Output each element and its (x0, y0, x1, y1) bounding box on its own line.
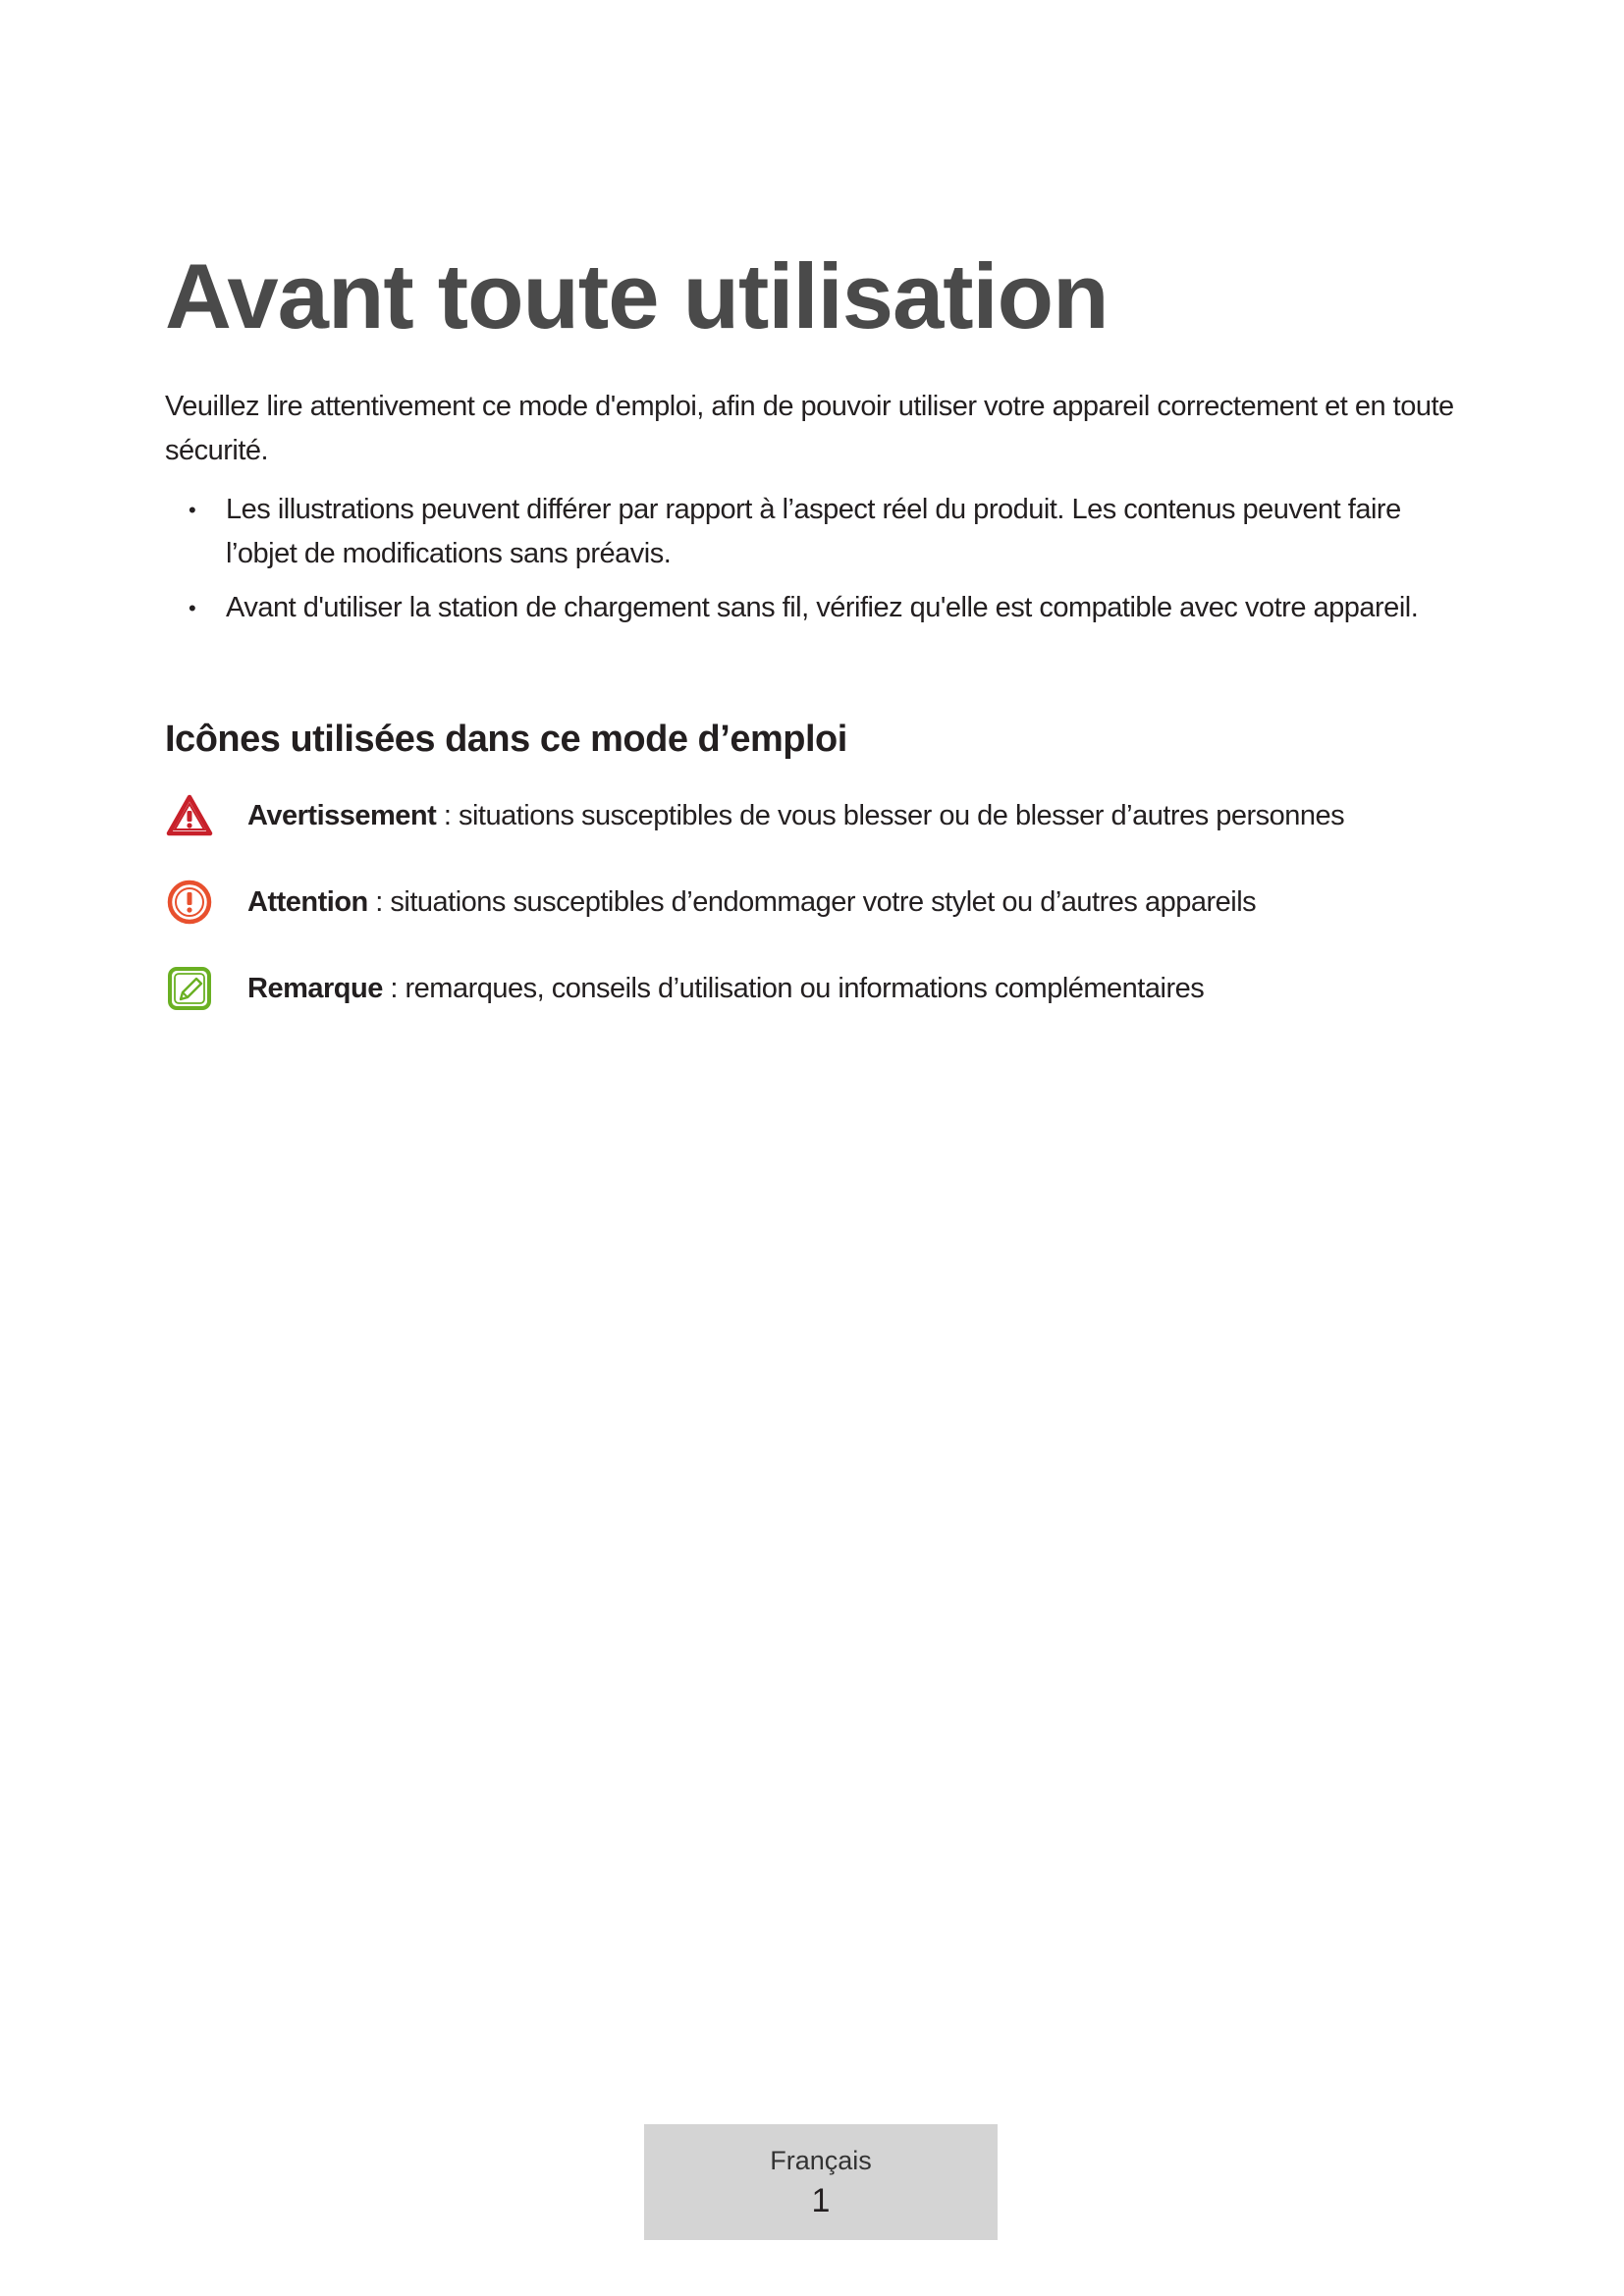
caution-circle-icon (165, 878, 214, 927)
bullet-dot: • (189, 596, 196, 620)
bullet-text: Avant d'utiliser la station de chargement sans fil, vérifiez qu'elle est compatible avec votre appareil. (226, 592, 1419, 623)
footer-language: Français (770, 2146, 872, 2175)
icon-legend-caution (165, 878, 1256, 927)
legend-description: : situations susceptibles de vous blesser ou de blesser d’autres personnes (436, 799, 1345, 831)
bullet-dot: • (189, 498, 196, 522)
page-number: 1 (811, 2182, 831, 2219)
list-item (165, 586, 1461, 630)
legend-description: : remarques, conseils d’utilisation ou informations complémentaires (382, 972, 1205, 1004)
icon-legend-warning (165, 791, 1344, 840)
note-pencil-icon (165, 964, 214, 1013)
page-footer (644, 2124, 998, 2240)
page-title: Avant toute utilisation (165, 244, 1109, 347)
icon-legend-note (165, 964, 1204, 1013)
list-item (165, 488, 1461, 576)
warning-triangle-icon (165, 791, 214, 840)
legend-term: Remarque (247, 972, 383, 1004)
legend-term: Avertissement (247, 799, 437, 831)
legend-term: Attention (247, 885, 368, 918)
bullet-list (165, 488, 1461, 640)
legend-description: : situations susceptibles d’endommager votre stylet ou d’autres appareils (367, 885, 1257, 918)
intro-paragraph: Veuillez lire attentivement ce mode d'emploi, afin de pouvoir utiliser votre appareil correctement et en toute sécurité. (165, 391, 1454, 466)
bullet-text: Les illustrations peuvent différer par rapport à l’aspect réel du produit. Les contenus peuvent faire l’objet de modifications sans préavis. (226, 494, 1401, 569)
section-heading: Icônes utilisées dans ce mode d’emploi (165, 719, 847, 760)
